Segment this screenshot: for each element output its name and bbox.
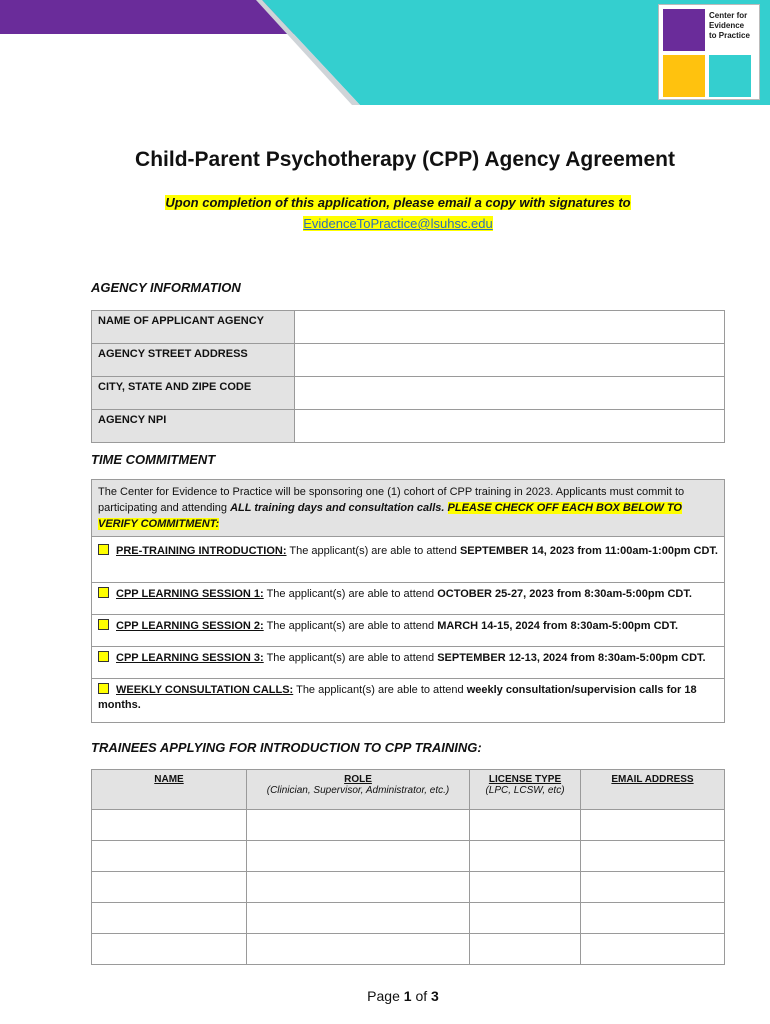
center-logo — [658, 4, 760, 100]
commitment-item: PRE-TRAINING INTRODUCTION: The applicant(s) are able to attend SEPTEMBER 14, 2023 from 11:00am-1:00pm CDT. — [91, 537, 725, 583]
trainee-license-cell[interactable] — [470, 903, 581, 934]
trainee-name-cell[interactable] — [92, 903, 247, 934]
trainee-name-cell[interactable] — [92, 934, 247, 965]
trainee-name-cell[interactable] — [92, 810, 247, 841]
trainee-role-cell[interactable] — [247, 903, 470, 934]
trainee-role-cell[interactable] — [247, 841, 470, 872]
agency-field-label: AGENCY STREET ADDRESS — [92, 344, 295, 377]
agency-section-heading: AGENCY INFORMATION — [91, 280, 241, 295]
trainee-role-cell[interactable] — [247, 934, 470, 965]
logo-yellow-square — [663, 55, 705, 97]
checkbox-pre-training[interactable] — [98, 544, 109, 555]
commitment-item: WEEKLY CONSULTATION CALLS: The applicant(s) are able to attend weekly consultation/supervision calls for 18 months. — [91, 679, 725, 723]
commitment-item: CPP LEARNING SESSION 1: The applicant(s) are able to attend OCTOBER 25-27, 2023 from 8:30am-5:00pm CDT. — [91, 583, 725, 615]
time-commitment-intro: The Center for Evidence to Practice will be sponsoring one (1) cohort of CPP training in 2023. Applicants must commit to participating and attending ALL training days and consultation calls. PLEASE CHECK OFF EACH BOX BELOW TO VERIFY COMMITMENT: — [91, 479, 725, 537]
time-section-heading: TIME COMMITMENT — [91, 452, 216, 467]
agency-row — [92, 377, 725, 410]
header-banner — [0, 0, 770, 110]
col-role-header: ROLE (Clinician, Supervisor, Administrator, etc.) — [247, 770, 470, 810]
commitment-item: CPP LEARNING SESSION 3: The applicant(s) are able to attend SEPTEMBER 12-13, 2024 from 8:30am-5:00pm CDT. — [91, 647, 725, 679]
banner-purple-stripe — [0, 0, 300, 34]
trainee-name-cell[interactable] — [92, 841, 247, 872]
col-license-header: LICENSE TYPE (LPC, LCSW, etc) — [470, 770, 581, 810]
agency-npi-input[interactable] — [295, 410, 725, 443]
checkbox-session-3[interactable] — [98, 651, 109, 662]
trainee-email-cell[interactable] — [581, 903, 725, 934]
trainee-email-cell[interactable] — [581, 872, 725, 903]
page-title: Child-Parent Psychotherapy (CPP) Agency Agreement — [135, 148, 675, 171]
trainee-role-cell[interactable] — [247, 810, 470, 841]
page-number: Page 1 of 3 — [367, 988, 439, 1004]
agency-city-input[interactable] — [295, 377, 725, 410]
trainee-email-cell[interactable] — [581, 841, 725, 872]
logo-text: Center for Evidence to Practice — [709, 11, 750, 40]
agency-row — [92, 410, 725, 443]
logo-purple-square — [663, 9, 705, 51]
trainees-section-heading: TRAINEES APPLYING FOR INTRODUCTION TO CPP TRAINING: — [91, 740, 482, 755]
trainees-header-row — [92, 770, 725, 810]
submission-instruction: Upon completion of this application, please email a copy with signatures to — [165, 195, 631, 210]
agency-field-label: CITY, STATE AND ZIPE CODE — [92, 377, 295, 410]
trainee-role-cell[interactable] — [247, 872, 470, 903]
trainees-table — [91, 769, 725, 965]
table-row — [92, 903, 725, 934]
col-email-header: EMAIL ADDRESS — [581, 770, 725, 810]
checkbox-consultation[interactable] — [98, 683, 109, 694]
trainee-email-cell[interactable] — [581, 934, 725, 965]
checkbox-session-1[interactable] — [98, 587, 109, 598]
table-row — [92, 934, 725, 965]
agency-info-table — [91, 310, 725, 443]
time-commitment-box — [91, 479, 725, 723]
agency-field-label: AGENCY NPI — [92, 410, 295, 443]
email-link[interactable]: EvidenceToPractice@lsuhsc.edu — [303, 216, 493, 231]
checkbox-session-2[interactable] — [98, 619, 109, 630]
trainee-license-cell[interactable] — [470, 872, 581, 903]
table-row — [92, 872, 725, 903]
agency-name-input[interactable] — [295, 311, 725, 344]
agency-row — [92, 344, 725, 377]
table-row — [92, 810, 725, 841]
trainee-license-cell[interactable] — [470, 810, 581, 841]
trainee-license-cell[interactable] — [470, 934, 581, 965]
col-name-header: NAME — [92, 770, 247, 810]
logo-teal-square — [709, 55, 751, 97]
agency-field-label: NAME OF APPLICANT AGENCY — [92, 311, 295, 344]
agency-address-input[interactable] — [295, 344, 725, 377]
trainee-email-cell[interactable] — [581, 810, 725, 841]
commitment-item: CPP LEARNING SESSION 2: The applicant(s) are able to attend MARCH 14-15, 2024 from 8:30am-5:00pm CDT. — [91, 615, 725, 647]
trainee-name-cell[interactable] — [92, 872, 247, 903]
agency-row — [92, 311, 725, 344]
table-row — [92, 841, 725, 872]
trainee-license-cell[interactable] — [470, 841, 581, 872]
